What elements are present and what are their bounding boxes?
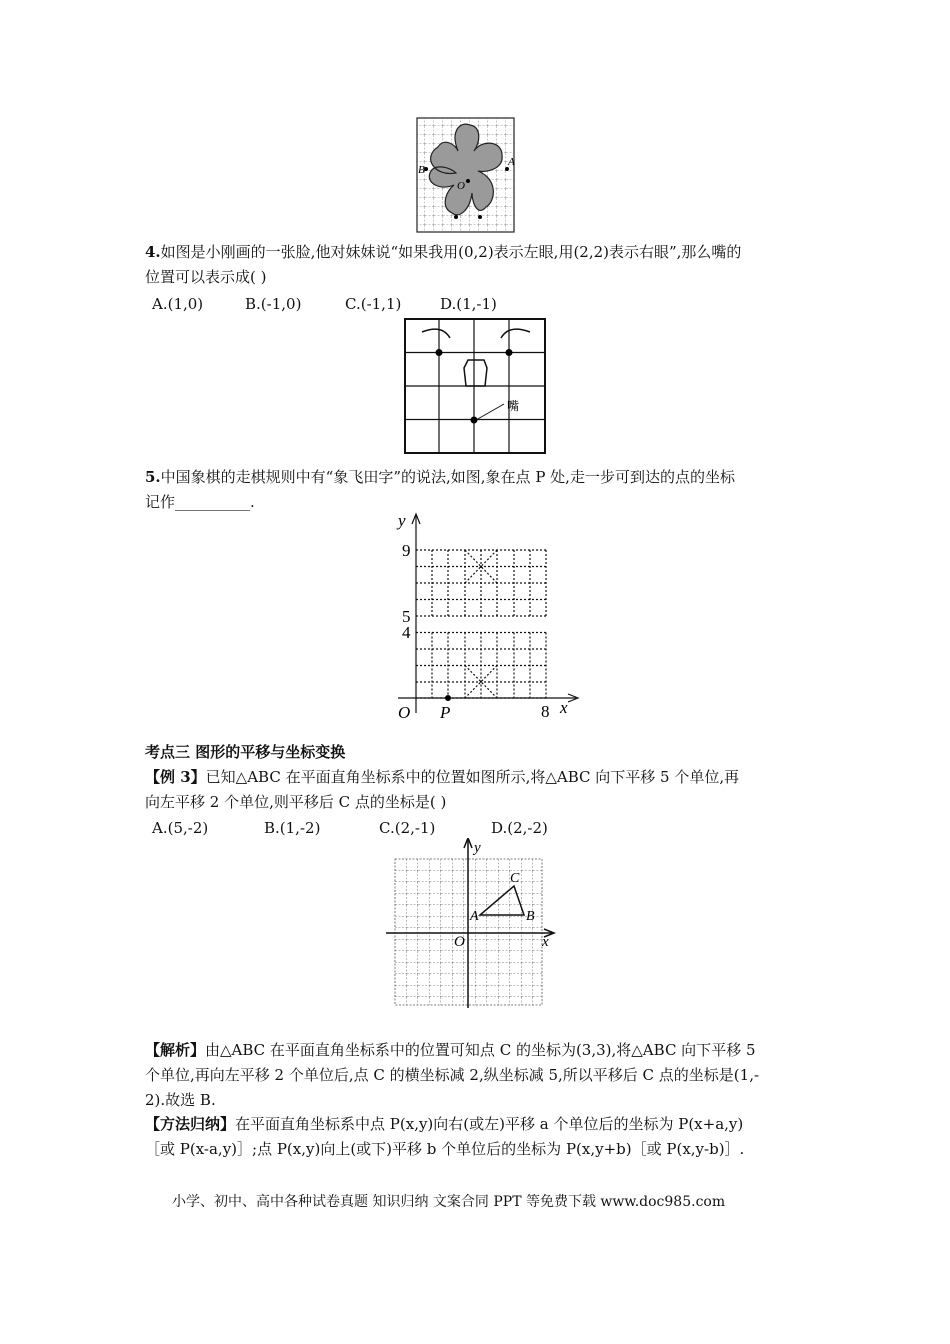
q4-option-b: B.(-1,0) bbox=[245, 295, 302, 313]
example3-option-d: D.(2,-2) bbox=[491, 819, 548, 837]
q4-line1 bbox=[145, 241, 741, 263]
method-line1 bbox=[145, 1113, 743, 1135]
chess-tick-5: 5 bbox=[402, 607, 411, 626]
analysis-line1 bbox=[145, 1039, 756, 1061]
q5-line2: 记作__________. bbox=[145, 493, 255, 511]
q4-line2: 位置可以表示成( ) bbox=[145, 268, 267, 286]
chess-tick-9: 9 bbox=[402, 541, 411, 560]
example3-tag: 【例 3】 bbox=[145, 768, 206, 786]
flower-label-a: A bbox=[508, 156, 515, 168]
chess-axis-y: y bbox=[398, 511, 406, 530]
q4-number: 4. bbox=[145, 243, 161, 261]
example3-option-b: B.(1,-2) bbox=[264, 819, 321, 837]
method-line2: ［或 P(x-a,y)］;点 P(x,y)向上(或下)平移 b 个单位后的坐标为 P(x,y+b)［或 P(x,y-b)］. bbox=[145, 1140, 745, 1158]
analysis-text-1: 由△ABC 在平面直角坐标系中的位置可知点 C 的坐标为(3,3),将△ABC 向下平移 5 bbox=[205, 1041, 756, 1059]
chess-tick-4: 4 bbox=[402, 623, 411, 642]
method-text-1: 在平面直角坐标系中点 P(x,y)向右(或左)平移 a 个单位后的坐标为 P(x+a,y) bbox=[235, 1115, 744, 1133]
example3-text-1: 已知△ABC 在平面直角坐标系中的位置如图所示,将△ABC 向下平移 5 个单位,再 bbox=[205, 768, 740, 786]
triangle-label-a: A bbox=[470, 909, 479, 924]
q5-number: 5. bbox=[145, 468, 161, 486]
example3-line1 bbox=[145, 766, 739, 788]
triangle-axis-x: x bbox=[542, 934, 549, 950]
triangle-label-b: B bbox=[526, 909, 535, 924]
q5-line1 bbox=[145, 466, 735, 488]
footer-text: 小学、初中、高中各种试卷真题 知识归纳 文案合同 PPT 等免费下载 www.doc985.com bbox=[172, 1194, 726, 1210]
flower-figure bbox=[416, 117, 516, 235]
q4-text-1: 如图是小刚画的一张脸,他对妹妹说“如果我用(0,2)表示左眼,用(2,2)表示右眼”,那么嘴的 bbox=[160, 243, 742, 261]
triangle-origin: O bbox=[454, 934, 465, 950]
flower-label-b: B bbox=[418, 164, 425, 176]
face-figure bbox=[404, 318, 547, 456]
chess-point-p: P bbox=[440, 703, 451, 722]
q5-text-1: 中国象棋的走棋规则中有“象飞田字”的说法,如图,象在点 P 处,走一步可到达的点的坐标 bbox=[160, 468, 735, 486]
mouth-label: 嘴 bbox=[507, 399, 520, 413]
q4-option-d: D.(1,-1) bbox=[440, 295, 497, 313]
method-tag: 【方法归纳】 bbox=[145, 1115, 236, 1133]
example3-line2: 向左平移 2 个单位,则平移后 C 点的坐标是( ) bbox=[145, 793, 447, 811]
q4-option-c: C.(-1,1) bbox=[345, 295, 402, 313]
flower-label-o: O bbox=[457, 180, 465, 192]
chess-origin: O bbox=[398, 703, 411, 722]
example3-option-c: C.(2,-1) bbox=[379, 819, 436, 837]
example3-option-a: A.(5,-2) bbox=[152, 819, 209, 837]
chess-tick-8: 8 bbox=[541, 702, 550, 721]
analysis-line2: 个单位,再向左平移 2 个单位后,点 C 的横坐标减 2,纵坐标减 5,所以平移后 C 点的坐标是(1,- bbox=[145, 1066, 760, 1084]
section3-title: 考点三 图形的平移与坐标变换 bbox=[145, 743, 346, 761]
chess-axis-x: x bbox=[560, 698, 568, 717]
triangle-label-c: C bbox=[510, 871, 520, 886]
triangle-axis-y: y bbox=[474, 840, 481, 856]
analysis-line3: 2).故选 B. bbox=[145, 1091, 216, 1109]
analysis-tag: 【解析】 bbox=[145, 1041, 206, 1059]
q4-option-a: A.(1,0) bbox=[152, 295, 204, 313]
chess-coordinate-figure bbox=[388, 508, 588, 722]
triangle-coordinate-figure bbox=[384, 838, 564, 1010]
